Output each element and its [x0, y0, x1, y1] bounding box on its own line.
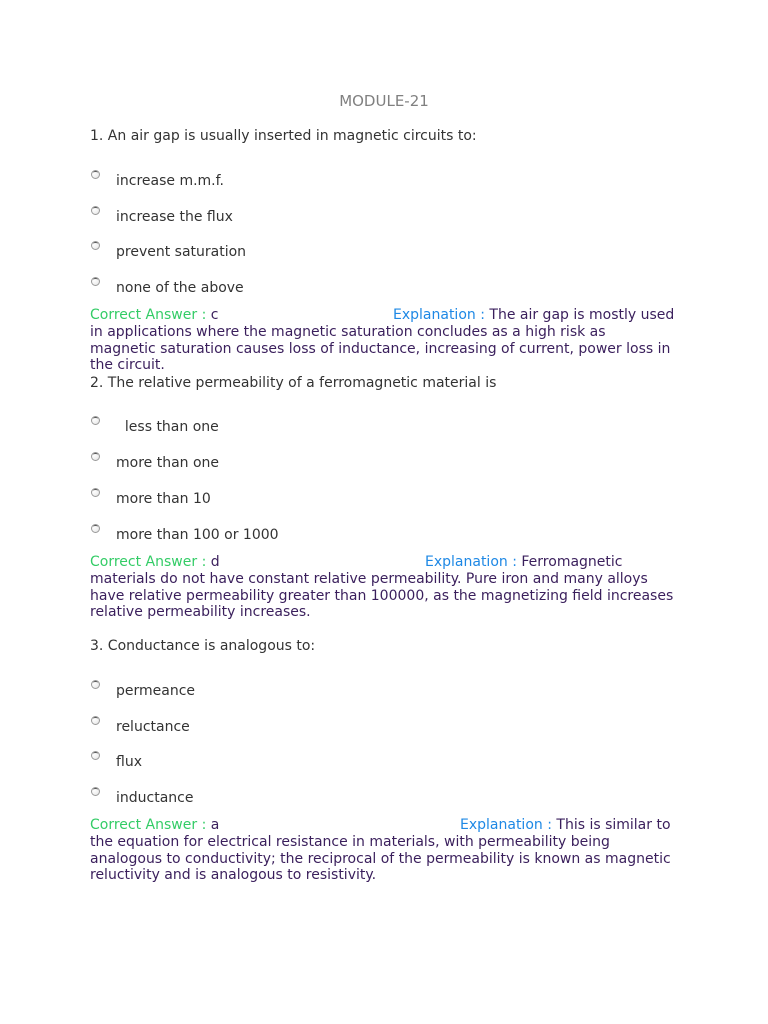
question-3-text: 3. Conductance is analogous to: — [90, 638, 316, 654]
explanation-text: the equation for electrical resistance in materials, with permeability being analogous to conductivity; the reciprocal of the permeability is known as magnetic reluctivity and is analogous to resistivity. — [90, 833, 671, 884]
option-label: permeance — [116, 683, 196, 699]
correct-answer-value: d — [210, 554, 220, 570]
option-label: more than 100 or 1000 — [116, 527, 279, 543]
radio-button-icon[interactable] — [91, 277, 100, 286]
option-label: flux — [116, 754, 142, 770]
correct-answer-label: Correct Answer : — [90, 554, 207, 570]
question-1-answer-explanation — [90, 307, 674, 374]
correct-answer-label: Correct Answer : — [90, 307, 207, 323]
option-label: none of the above — [116, 280, 244, 296]
correct-answer-value: a — [210, 817, 220, 833]
radio-button-icon[interactable] — [91, 680, 100, 689]
option-label: reluctance — [116, 719, 190, 735]
radio-button-icon[interactable] — [91, 452, 100, 461]
option-label: more than one — [116, 455, 220, 471]
radio-button-icon[interactable] — [91, 241, 100, 250]
explanation-text-start: This is similar to — [556, 817, 671, 833]
explanation-text: materials do not have constant relative permeability. Pure iron and many alloys have relative permeability greater than 100000, as the magnetizing field increases relative permeability increases. — [90, 570, 674, 621]
option-label: more than 10 — [116, 491, 211, 507]
question-1-text: 1. An air gap is usually inserted in magnetic circuits to: — [90, 128, 477, 144]
option-label: less than one — [116, 419, 219, 435]
explanation-label: Explanation : — [393, 307, 485, 323]
explanation-label: Explanation : — [425, 554, 517, 570]
question-3-answer-explanation — [90, 817, 674, 884]
correct-answer-value: c — [210, 307, 219, 323]
option-label: prevent saturation — [116, 244, 247, 260]
radio-button-icon[interactable] — [91, 170, 100, 179]
radio-button-icon[interactable] — [91, 787, 100, 796]
radio-button-icon[interactable] — [91, 416, 100, 425]
radio-button-icon[interactable] — [91, 488, 100, 497]
page-title: MODULE-21 — [339, 92, 429, 110]
correct-answer-label: Correct Answer : — [90, 817, 207, 833]
explanation-text: in applications where the magnetic saturation concludes as a high risk as magnetic saturation causes loss of inductance, increasing of current, power loss in the circuit. — [90, 323, 671, 374]
radio-button-icon[interactable] — [91, 716, 100, 725]
explanation-text-start: The air gap is mostly used — [489, 307, 675, 323]
option-label: inductance — [116, 790, 194, 806]
radio-button-icon[interactable] — [91, 524, 100, 533]
question-2-text: 2. The relative permeability of a ferromagnetic material is — [90, 375, 497, 391]
explanation-label: Explanation : — [460, 817, 552, 833]
question-2-answer-explanation — [90, 554, 674, 621]
radio-button-icon[interactable] — [91, 206, 100, 215]
explanation-text-start: Ferromagnetic — [521, 554, 623, 570]
option-label: increase the flux — [116, 209, 233, 225]
radio-button-icon[interactable] — [91, 751, 100, 760]
option-label: increase m.m.f. — [116, 173, 224, 189]
